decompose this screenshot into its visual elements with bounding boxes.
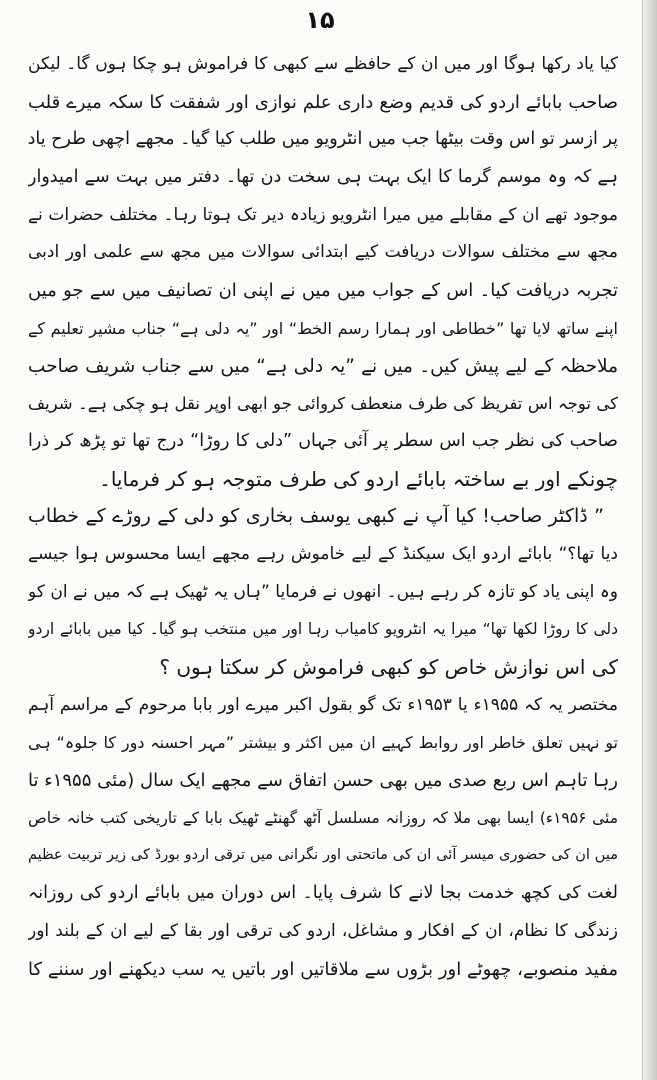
text-line: موجود تھے ان کے مقابلے میں میرا انٹرویو زیادہ دیر تک ہوتا رہا۔ مختلف حضرات نے [28, 204, 618, 225]
text-line: دیا تھا؟“ بابائے اردو ایک سیکنڈ کے لیے خاموش رہے مجھے ایسا محسوس ہوا جیسے [28, 543, 618, 564]
text-line: صاحب کی نظر جب اس سطر پر آئی جہاں ”دلی کا روڑا“ درج تھا تو پڑھ کر ذرا [28, 430, 618, 451]
page-number: ۱۵ [305, 6, 335, 34]
page-edge-shadow [642, 0, 657, 1080]
body-text [28, 46, 618, 988]
text-line: مئی ۱۹۵۶ء) ایسا بھی ملا کہ روزانہ مسلسل آٹھ گھنٹے ٹھیک بابا کے تاریخی کتب خانہ خاص [28, 808, 618, 827]
text-line: چونکے اور بے ساختہ بابائے اردو کی طرف متوجہ ہو کر فرمایا۔ [99, 466, 618, 491]
text-line: صاحب بابائے اردو کی قدیم وضع داری علم نوازی اور شفقت کا سکہ میرے قلب [28, 91, 618, 113]
text-line: کی اس نوازش خاص کو کبھی فراموش کر سکتا ہوں ؟ [159, 655, 618, 679]
text-line: ہے کہ وہ موسم گرما کا ایک بہت ہی سخت دن تھا۔ دفتر میں بہت سے امیدوار [28, 167, 618, 188]
text-line: وہ اپنی یاد کو تازہ کر رہے ہیں۔ انھوں نے فرمایا ”ہاں یہ ٹھیک ہے کہ میں نے ان کو [28, 581, 618, 602]
text-line: لغت کی کچھ خدمت بجا لانے کا شرف پایا۔ اس دوران میں بابائے اردو کی روزانہ [28, 883, 618, 904]
text-line: کیا یاد رکھا ہوگا اور میں ان کے حافظے سے کبھی کا فراموش ہو چکا ہوں گا۔ لیکن [28, 54, 618, 74]
text-line: تو نہیں تعلق خاطر اور روابط کہیے ان میں اکثر و بیشتر ”مہر احسنہ دور کا جلوہ“ ہی [28, 733, 618, 753]
text-line: کی توجہ اس تفریظ کی طرف منعطف کروائی جو ابھی اوپر نقل ہو چکی ہے۔ شریف [28, 394, 618, 414]
text-line: میں ان کی حضوری میسر آئی ان کی ماتحتی اور نگرانی میں ترقی اردو بورڈ کی زیر تربیت عظیم [28, 847, 618, 864]
text-line: رہا تاہم اس ربع صدی میں بھی حسن اتفاق سے مجھے ایک سال (مئی ۱۹۵۵ء تا [28, 770, 618, 792]
text-line: پر ازسر تو اس وقت بیٹھا جب میں انٹرویو میں طلب کیا گیا۔ مجھے اچھی طرح یاد [28, 129, 618, 150]
text-line: زندگی کا نظام، ان کے افکار و مشاغل، اردو کی ترقی اور بقا کے لیے ان کے بلند اور [28, 920, 618, 941]
text-line: مجھ سے مختلف سوالات دریافت کیے ابتدائی سوالات میں مجھ سے علمی اور ادبی [28, 242, 618, 263]
text-line: ملاحظہ کے لیے پیش کیں۔ میں نے ”یہ دلی ہے“ میں سے جناب شریف صاحب [28, 355, 618, 377]
text-line: تجربہ دریافت کیا۔ اس کے جواب میں میں نے اپنی ان تصانیف میں سے جو میں [28, 280, 618, 302]
text-line: مفید منصوبے، چھوٹے اور بڑوں سے ملاقاتیں اور باتیں یہ سب دیکھنے اور سننے کا [28, 958, 618, 980]
text-line: دلی کا روڑا لکھا تھا“ میرا یہ انٹرویو کامیاب رہا اور میں منتخب ہو گیا۔ کیا میں بابائے اردو [28, 620, 618, 639]
text-line: اپنے ساتھ لایا تھا ”خطاطی اور ہمارا رسم الخط“ اور ”یہ دلی ہے“ جناب مشیر تعلیم کے [28, 318, 618, 338]
text-line: ” ڈاکٹر صاحب! کیا آپ نے کبھی یوسف بخاری کو دلی کے روڑے کے خطاب [28, 505, 604, 528]
text-line: مختصر یہ کہ ۱۹۵۵ء یا ۱۹۵۳ء تک گو بقول اکبر میرے اور بابا مرحوم کے مراسم آہم [28, 694, 618, 715]
